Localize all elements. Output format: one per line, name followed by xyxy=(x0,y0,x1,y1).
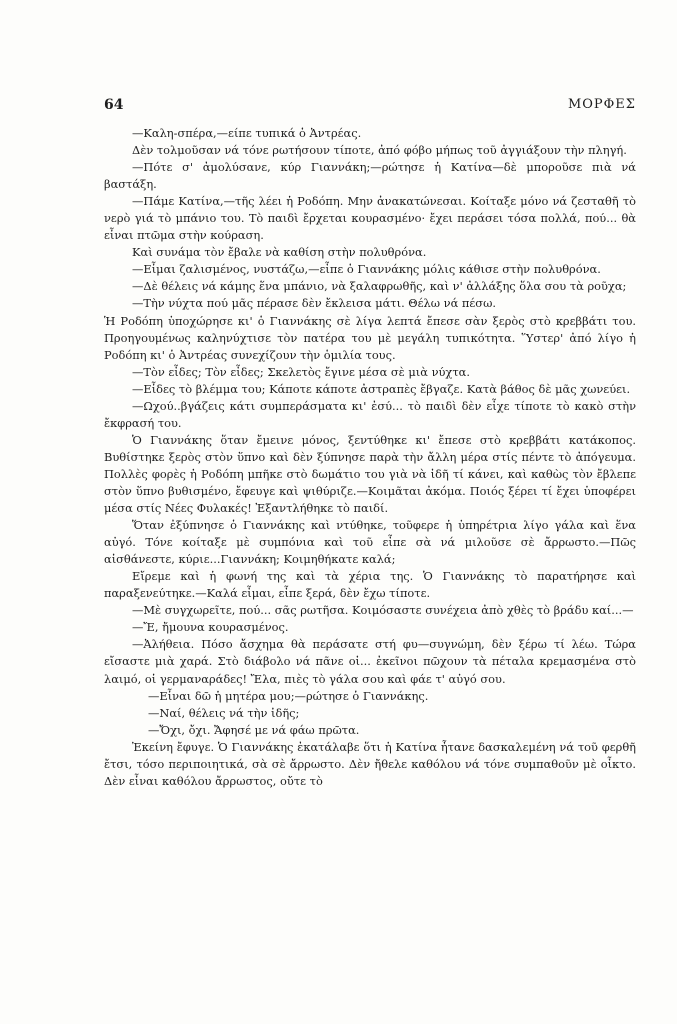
paragraph: —Ναί, θέλεις νά τὴν ἰδῆς; xyxy=(148,705,300,720)
paragraph: Ὅταν ἐξύπνησε ὁ Γιαννάκης καὶ ντύθηκε, τοῦφερε ἡ ὑπηρέτρια λίγο γάλα καὶ ἕνα αὐγό. Τόνε κοίταξε μὲ συμπόνια καὶ τοῦ εἶπε σὰ νά μιλοῦσε σὲ ἄρρωστο.—Πῶς αἰσθάνεστε, κύριε...Γιαννάκη; Κοιμηθήκατε καλά; xyxy=(104,518,636,567)
paragraph: —Δὲ θέλεις νά κάμης ἕνα μπάνιο, νὰ ξαλαφρωθῆς, καὶ ν' ἀλλάξης ὅλα σου τὰ ροῦχα; xyxy=(132,279,627,294)
paragraph: —Πάμε Κατίνα,—τῆς λέει ἡ Ροδόπη. Μην ἀνακατώνεσαι. Κοίταξε μόνο νά ζεσταθῆ τὸ νερὸ γιά τὸ μπάνιο του. Τὸ παιδὶ ἔρχεται κουρασμένο· ἔχει περάσει τόσα πολλά, πού... θὰ εἶναι πτῶμα στὴν κούραση. xyxy=(104,194,636,243)
paragraph: Καὶ συνάμα τὸν ἔβαλε νὰ καθίση στὴν πολυθρόνα. xyxy=(132,245,427,260)
paragraph: —Εἶμαι ζαλισμένος, νυστάζω,—εἶπε ὁ Γιαννάκης μόλις κάθισε στὴν πολυθρόνα. xyxy=(132,262,601,277)
body-text xyxy=(104,125,636,790)
page-number: 64 xyxy=(104,97,124,113)
paragraph: Εἴρεμε καὶ ἡ φωνή της καὶ τὰ χέρια της. Ὁ Γιαννάκης τὸ παρατήρησε καὶ παραξενεύτηκε.—Καλά εἶμαι, εἶπε ξερά, δὲν ἔχω τίποτε. xyxy=(104,569,636,601)
paragraph: Δὲν τολμοῦσαν νά τόνε ρωτήσουν τίποτε, ἀπό φόβο μήπως τοῦ ἀγγιάξουν τὴν πληγή. xyxy=(132,143,627,158)
paragraph: —Ωχού..βγάζεις κάτι συμπεράσματα κι' ἐσύ... τὸ παιδὶ δὲν εἶχε τίποτε τὸ κακὸ στὴν ἔκφρασή του. xyxy=(104,398,636,430)
paragraph: —Ἀλήθεια. Πόσο ἄσχημα θὰ περάσατε στή φυ—συγνώμη, δὲν ξέρω τί λέω. Τώρα εἴσαστε μιὰ χαρά. Στὸ διάβολο νά πᾶνε οἱ... ἐκεῖνοι πῶχουν τὰ πέταλα κρεμασμένα στὸ λαιμό, οἱ γερμαναράδες! Ἔλα, πιὲς τὸ γάλα σου καὶ φάε τ' αὐγό σου. xyxy=(104,637,636,686)
paragraph: —Ἔ, ἤμουνα κουρασμένος. xyxy=(132,620,289,635)
paragraph: —Καλη-σπέρα,—είπε τυπικά ὁ Ἀντρέας. xyxy=(132,126,362,140)
paragraph: —Μὲ συγχωρεῖτε, πού... σᾶς ρωτῆσα. Κοιμόσαστε συνέχεια ἀπὸ χθὲς τὸ βράδυ καί...— xyxy=(132,603,634,618)
page-header xyxy=(104,97,636,119)
paragraph: Ἐκείνη ἔφυγε. Ὁ Γιαννάκης ἐκατάλαβε ὅτι ἡ Κατίνα ἦτανε δασκαλεμένη νά τοῦ φερθῆ ἔτσι, τόσο περιποιητικά, σὰ σὲ ἄρρωστο. Δὲν ἤθελε καθόλου νά τόνε συμπαθοῦν μὲ οἶκτο. Δὲν εἶναι καθόλου ἄρρωστος, οὔτε τὸ xyxy=(104,739,636,788)
paragraph: —Εἶδες τὸ βλέμμα του; Κάποτε κάποτε ἀστραπὲς ἔβγαζε. Κατὰ βάθος δὲ μᾶς χωνεύει. xyxy=(132,381,631,396)
paragraph: —Τὸν εἶδες; Τὸν εἶδες; Σκελετὸς ἔγινε μέσα σὲ μιὰ νύχτα. xyxy=(132,364,470,379)
paragraph: Ὁ Γιαννάκης ὅταν ἔμεινε μόνος, ξεντύθηκε κι' ἔπεσε στὸ κρεββάτι κατάκοπος. Βυθίστηκε ξερὸς στὸν ὕπνο καὶ δὲν ξύπνησε παρὰ τὴν ἄλλη μέρα στίς πέντε τὸ ἀπόγευμα. Πολλὲς φορὲς ἡ Ροδόπη μπῆκε στὸ δωμάτιο του γιὰ νὰ ἰδῆ τί κάνει, καὶ καθὼς τὸν ἔβλεπε στὸν ὕπνο βυθισμένο, ἔφευγε καὶ ψιθύριζε.—Κοιμᾶται ἀκόμα. Ποιός ξέρει τί ἔχει ὑποφέρει μέσα στίς Νέες Φυλακές! Ἐξαντλήθηκε τὸ παιδί. xyxy=(104,432,636,516)
paragraph: —Πότε σ' ἀμολύσανε, κύρ Γιαννάκη;—ρώτησε ἡ Κατίνα—δὲ μποροῦσε πιὰ νά βαστάξη. xyxy=(104,160,636,192)
paragraph: Ἡ Ροδόπη ὑποχώρησε κι' ὁ Γιαννάκης σὲ λίγα λεπτά ἔπεσε σὰν ξερὸς στὸ κρεββάτι του. Προηγουμένως καληνύχτισε τὸν πατέρα του μὲ μεγάλη τυπικότητα. Ὕστερ' ἀπό λίγο ἡ Ροδόπη κι' ὁ Ἀντρέας συνεχίζουν τὴν ὁμιλία τους. xyxy=(104,313,636,362)
running-head: ΜΟΡΦΕΣ xyxy=(567,97,636,112)
paragraph: —Εἶναι δῶ ἡ μητέρα μου;—ρώτησε ὁ Γιαννάκης. xyxy=(148,688,429,703)
paragraph: —Ὄχι, ὄχι. Ἄφησέ με νά φάω πρῶτα. xyxy=(148,722,360,737)
paragraph: —Τὴν νύχτα πού μᾶς πέρασε δὲν ἔκλεισα μάτι. Θέλω νά πέσω. xyxy=(132,296,496,311)
